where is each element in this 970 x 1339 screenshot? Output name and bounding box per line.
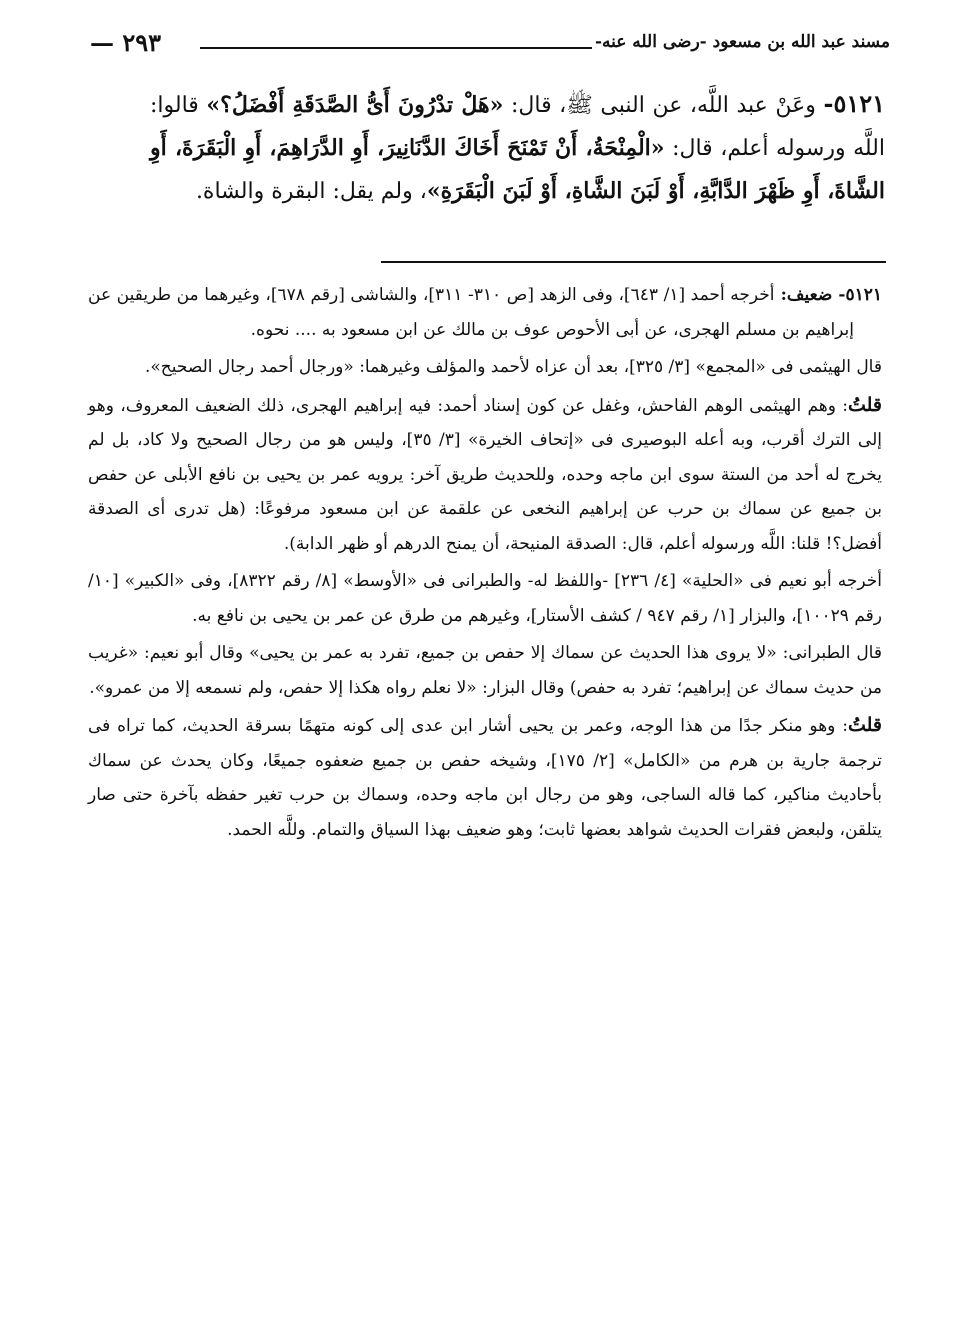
footnote-paragraph — [88, 278, 882, 347]
footnote-text: : وهم الهيثمى الوهم الفاحش، وغفل عن كون إسناد أحمد: فيه إبراهيم الهجرى، ذلك الضعيف المعروف، وهو إلى الترك أقرب، وبه أعله البوصيرى فى «إتحاف الخيرة» [٣/ ٣٥]، وليس هو من رجال الصحيح ولا كاد، بل لم يخرج له أحد من الستة سوى ابن ماجه وحده، وللحديث طريق آخر: يرويه عمر بن يحيى بن نافع الأبلى عن حفص بن جميع عن سماك بن حرب عن إبراهيم النخعى عن علقمة عن ابن مسعود مرفوعًا: (هل تدرى أى الصدقة أفضل؟! قلنا: اللَّه ورسوله أعلم، قال: الصدقة المنيحة، أن يمنح الدرهم أو ظهر الدابة). — [88, 395, 882, 554]
qultu-label: قلتُ — [847, 714, 882, 736]
footnote-text: : وهو منكر جدًا من هذا الوجه، وعمر بن يحيى أشار ابن عدى إلى كونه متهمًا بسرقة الحديث، كما تراه فى ترجمة جارية بن هرم من «الكامل» [٢/ ١٧٥]، وشيخه حفص بن جميع ضعفوه جميعًا، وكان يحدث عن سماك بأحاديث مناكير، كما قاله الساجى، وهو من رجال ابن ماجه وحده، وسماك بن حرب تغير حفظه بآخرة حتى صار يتلقن، ولبعض فقرات الحديث شواهد بعضها ثابت؛ وهو ضعيف بهذا السياق والتمام. وللَّه الحمد. — [88, 716, 882, 840]
header-rule — [200, 47, 592, 49]
footnote-paragraph: قال الهيثمى فى «المجمع» [٣/ ٣٢٥]، بعد أن عزاه لأحمد والمؤلف وغيرهما: «ورجال أحمد رجال الصحيح». — [144, 357, 882, 377]
hadith-ending: ، ولم يقل: البقرة والشاة. — [195, 179, 427, 204]
hadith-text — [150, 82, 885, 213]
qultu-label: قلتُ — [847, 393, 882, 416]
hadith-number: ٥١٢١- — [823, 89, 886, 118]
hadith-chain: وعَنْ عبد اللَّه، عن النبى ﷺ، قال: — [503, 93, 824, 118]
footnotes — [88, 278, 882, 850]
hadith-answer: «الْمِنْحَةُ، أَنْ تَمْنَحَ أَخَاكَ الدَّنَانِيرَ، أَوِ الدَّرَاهِمَ، أَوِ الْبَقَرَةَ، أَوِ الشَّاةَ، أَوِ ظَهْرَ الدَّابَّةِ، أَوْ لَبَنَ الشَّاةِ، أَوْ لَبَنَ الْبَقَرَةِ» — [150, 135, 885, 204]
footnote-separator — [381, 261, 886, 263]
hadith-question: «هَلْ تدْرُونَ أَىُّ الصَّدَقَةِ أَفْضَلُ؟» — [206, 92, 504, 118]
footnote-paragraph: قال الطبرانى: «لا يروى هذا الحديث عن سماك إلا حفص بن جميع، تفرد به عمر بن يحيى» وقال أبو نعيم: «غريب من حديث سماك عن إبراهيم؛ تفرد به حفص) وقال البزار: «لا نعلم رواه هكذا إلا حفص، ولم نسمعه إلا من عمرو». — [88, 643, 882, 698]
footnote-paragraph — [88, 388, 882, 562]
footnote-text: أخرجه أحمد [١/ ٦٤٣]، وفى الزهد [ص ٣١٠- ٣١١]، والشاشى [رقم ٦٧٨]، وغيرهما من طريقين عن إبراهيم بن مسلم الهجرى، عن أبى الأحوص عوف بن مالك عن ابن مسعود به .... نحوه. — [88, 285, 854, 340]
page-header — [90, 30, 890, 64]
footnote-paragraph: أخرجه أبو نعيم فى «الحلية» [٤/ ٢٣٦] -واللفظ له- والطبرانى فى «الأوسط» [٨/ رقم ٨٣٢٢]، وفى «الكبير» [١٠/ رقم ١٠٠٢٩]، والبزار [١/ رقم ٩٤٧ / كشف الأستار]، وغيرهم من طرق عن عمر بن يحيى بن نافع به. — [88, 571, 883, 626]
footnote-paragraph — [88, 708, 882, 847]
running-title: مسند عبد الله بن مسعود -رضى الله عنه- — [594, 32, 890, 52]
hadith-reply: قالوا: اللَّه ورسوله أعلم، قال: — [150, 93, 885, 161]
footnote-heading: ٥١٢١- ضعيف: — [774, 285, 882, 305]
page-number: ٢٩٣ — — [90, 28, 162, 57]
